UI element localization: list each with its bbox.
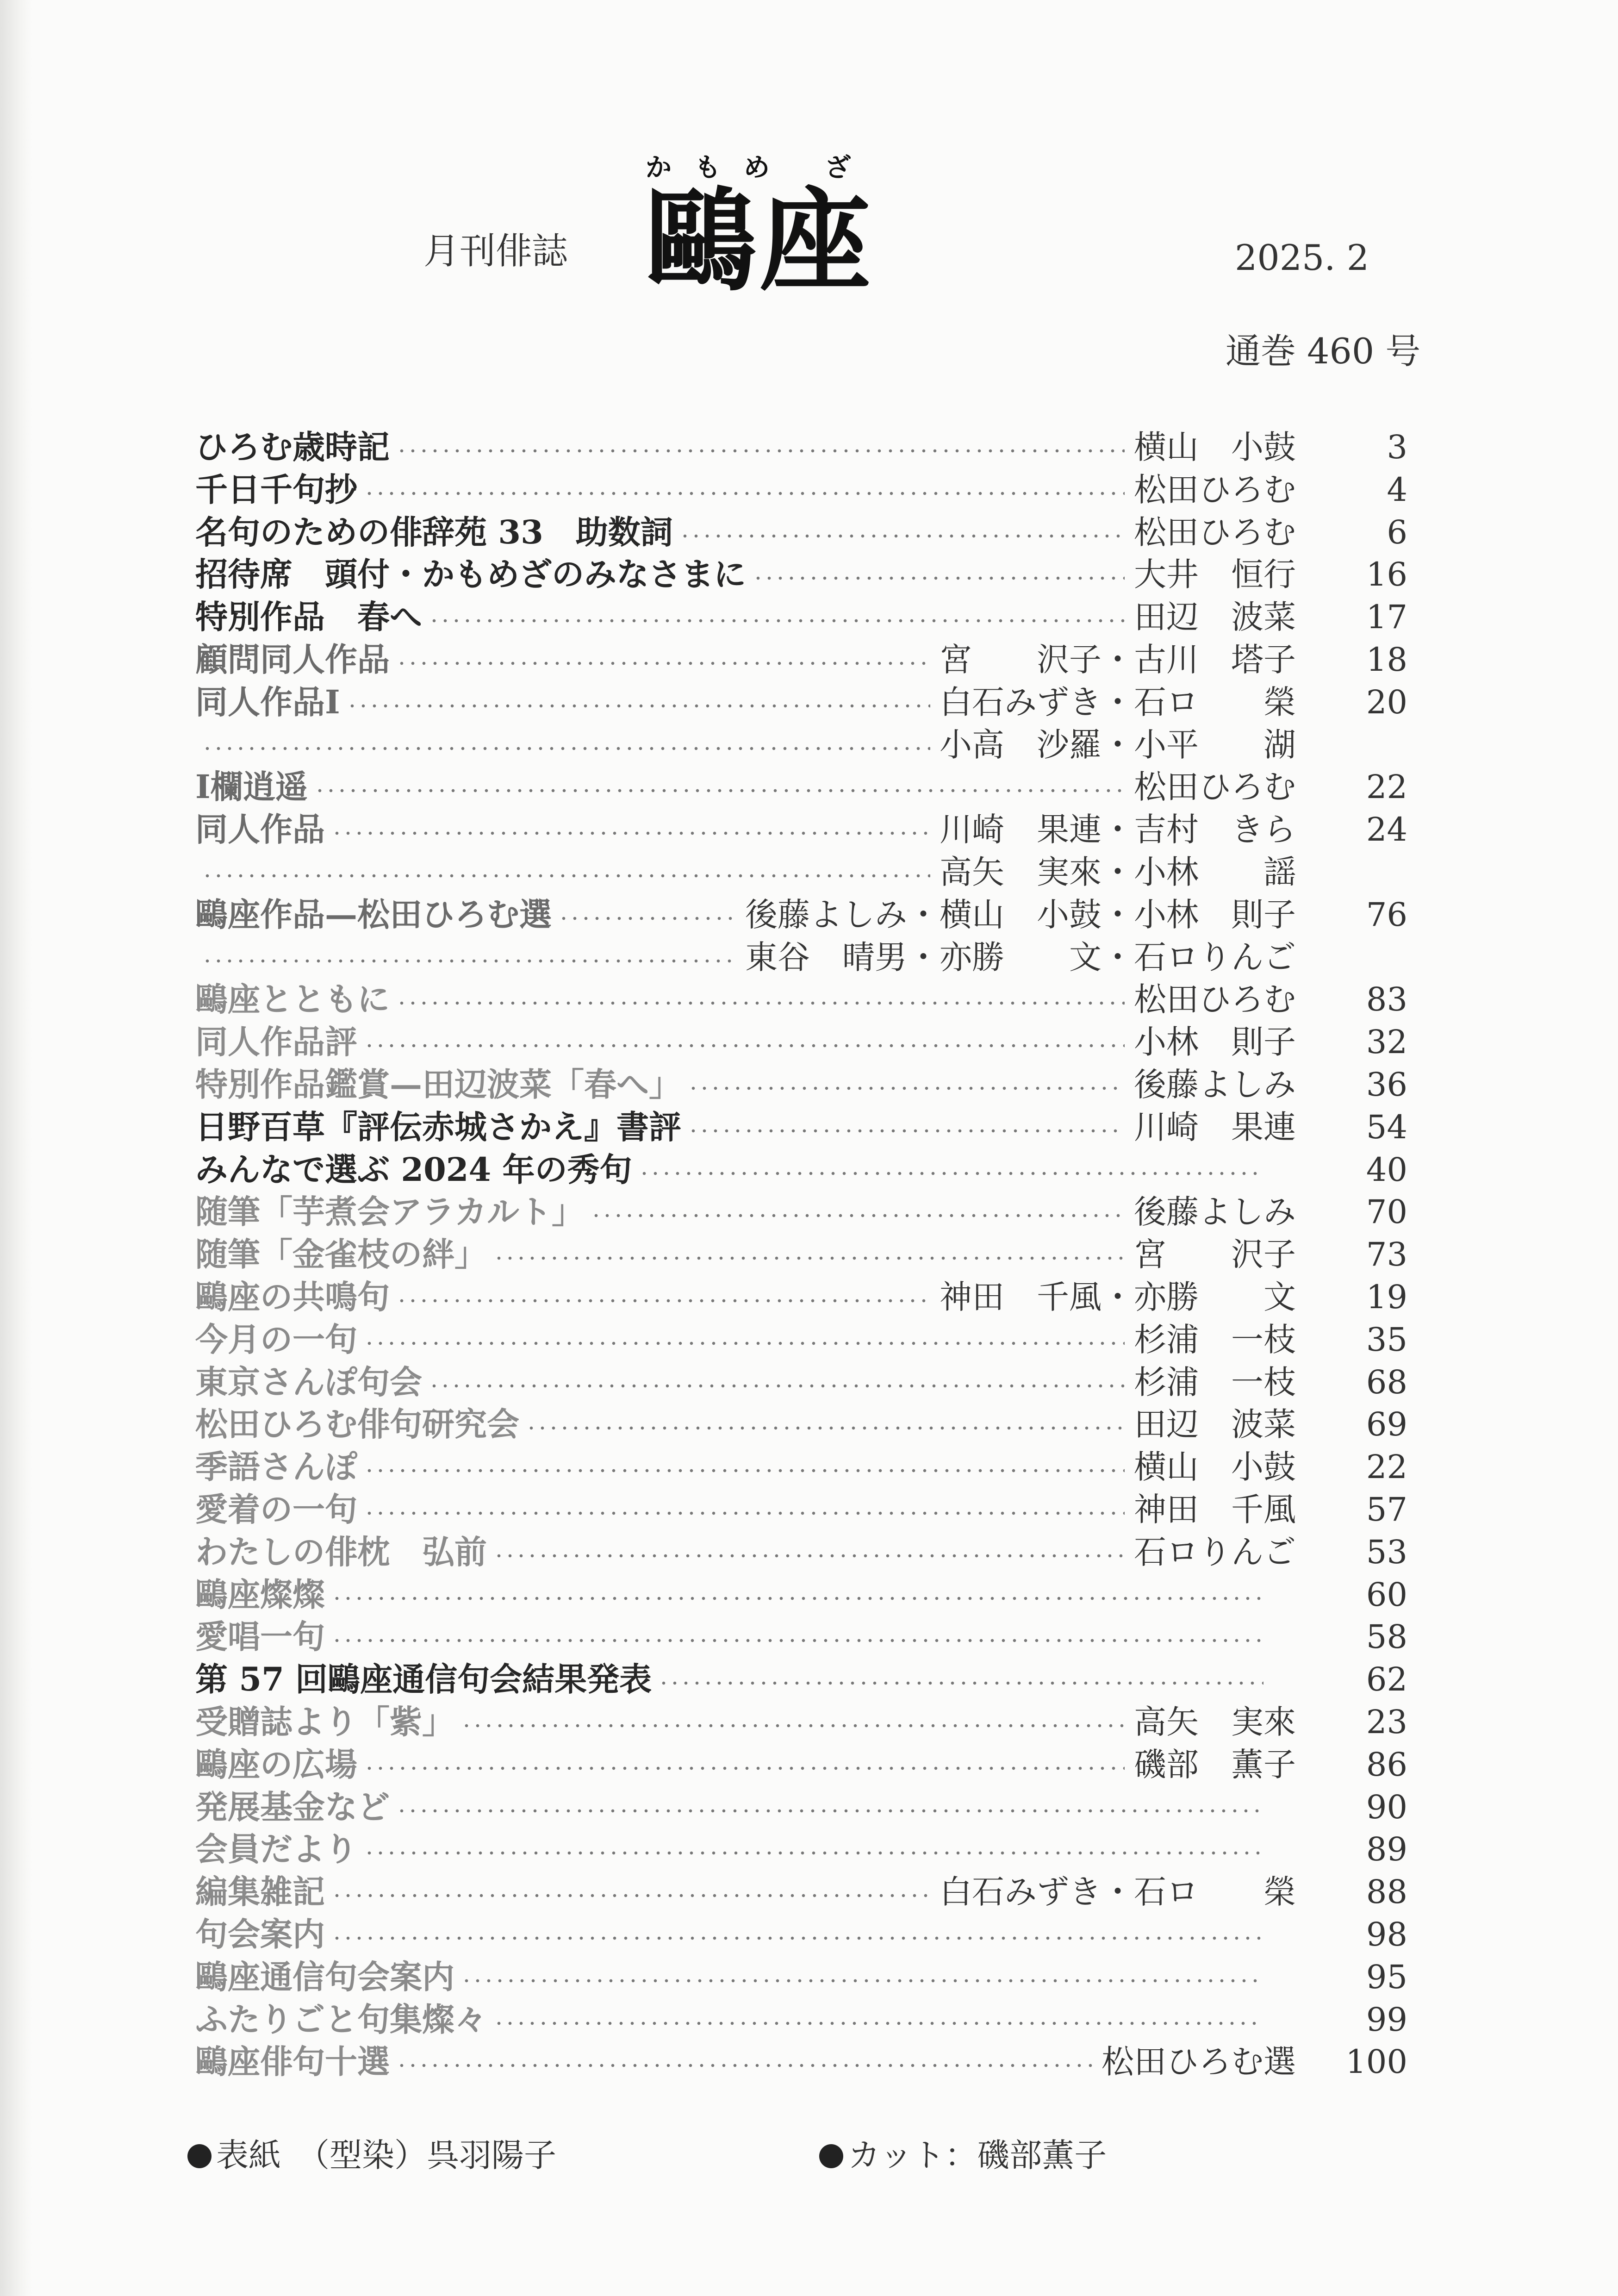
toc-page-number: 17 <box>1366 598 1407 636</box>
toc-page-number: 69 <box>1366 1405 1407 1444</box>
toc-row <box>0 936 1618 979</box>
toc-author: 宮 沢子 <box>1134 1235 1296 1274</box>
toc-author: 松田ひろむ <box>1134 980 1296 1019</box>
toc-page-number: 88 <box>1366 1873 1407 1911</box>
toc-title: 会員だより <box>195 1830 357 1869</box>
leader-dots <box>331 1639 1263 1642</box>
toc-title: 顧問同人作品 <box>195 640 390 679</box>
toc-page-number: 36 <box>1366 1066 1407 1104</box>
toc-page-number: 70 <box>1366 1193 1407 1231</box>
leader-dots <box>753 576 1125 580</box>
leader-dots <box>396 1299 930 1303</box>
leader-dots <box>396 449 1125 453</box>
leader-dots <box>591 1214 1125 1217</box>
toc-row <box>0 1361 1618 1404</box>
toc-row <box>0 1871 1618 1913</box>
toc-page-number: 40 <box>1366 1150 1407 1189</box>
toc-author: 石ロりんご <box>1134 1533 1296 1571</box>
leader-dots <box>396 2064 1092 2067</box>
toc-page-number: 23 <box>1366 1703 1407 1741</box>
toc-page-number: 73 <box>1366 1235 1407 1274</box>
toc-title: 千日千句抄 <box>195 470 357 509</box>
toc-title: ふたりごと句集燦々 <box>195 2000 487 2039</box>
toc-page-number: 58 <box>1366 1618 1407 1656</box>
toc-title: 鷗座燦燦 <box>195 1575 325 1614</box>
toc-author: 横山 小鼓 <box>1134 1448 1296 1486</box>
toc-title: 季語さんぽ <box>195 1447 357 1486</box>
toc-row <box>0 851 1618 893</box>
leader-dots <box>202 959 736 963</box>
toc-page-number: 60 <box>1366 1575 1407 1614</box>
leader-dots <box>396 661 930 665</box>
toc-title: 鷗座通信句会案内 <box>195 1957 454 1996</box>
toc-title: 受贈誌より「紫」 <box>195 1703 454 1741</box>
leader-dots <box>364 1766 1125 1770</box>
toc-row <box>0 978 1618 1021</box>
toc-row <box>0 638 1618 681</box>
toc-row <box>0 1318 1618 1361</box>
toc-row <box>0 1658 1618 1701</box>
toc-author: 川崎 果連・吉村 きら <box>940 811 1296 849</box>
leader-dots <box>331 1894 930 1897</box>
toc-title: 今月の一句 <box>195 1320 357 1359</box>
toc-page-number: 22 <box>1366 768 1407 806</box>
toc-row <box>0 1913 1618 1956</box>
toc-title: わたしの俳枕 弘前 <box>195 1532 487 1571</box>
toc-author: 後藤よしみ・横山 小鼓・小林 則子 <box>745 895 1296 934</box>
toc-title: 東京さんぽ句会 <box>195 1362 422 1401</box>
leader-dots <box>688 1129 1125 1133</box>
toc-row <box>0 2040 1618 2083</box>
toc-page-number: 19 <box>1366 1278 1407 1316</box>
toc-author: 神田 千風・亦勝 文 <box>940 1278 1296 1316</box>
toc-title: 随筆「金雀枝の絆」 <box>195 1235 487 1274</box>
cover-credit: 表紙 （型染）呉羽陽子 <box>216 2136 556 2174</box>
toc-page-number: 99 <box>1366 2000 1407 2039</box>
toc-page-number: 3 <box>1387 428 1407 466</box>
toc-row <box>0 1063 1618 1106</box>
toc-page-number: 20 <box>1366 683 1407 721</box>
leader-dots <box>688 1086 1125 1090</box>
toc-page-number: 18 <box>1366 641 1407 679</box>
toc-author: 小高 沙羅・小平 湖 <box>940 725 1296 764</box>
leader-dots <box>202 747 930 750</box>
toc-title: 愛着の一句 <box>195 1490 357 1529</box>
toc-page-number: 35 <box>1366 1320 1407 1359</box>
leader-dots <box>493 1554 1125 1558</box>
toc-title: 名句のための俳辞苑 33 助数詞 <box>195 512 673 551</box>
toc-author: 白石みずき・石ロ 榮 <box>940 1873 1296 1911</box>
toc-row <box>0 1446 1618 1488</box>
toc-author: 松田ひろむ選 <box>1101 2043 1296 2081</box>
leader-dots <box>331 831 930 835</box>
toc-author: 田辺 波菜 <box>1134 598 1296 636</box>
toc-row <box>0 893 1618 936</box>
toc-row <box>0 1743 1618 1786</box>
toc-row <box>0 1233 1618 1276</box>
toc-author: 高矢 実來 <box>1134 1703 1296 1741</box>
toc-title: 鷗座の広場 <box>195 1745 357 1784</box>
toc-author: 後藤よしみ <box>1134 1193 1296 1231</box>
toc-page-number: 100 <box>1345 2043 1407 2081</box>
toc-author: 神田 千風 <box>1134 1491 1296 1529</box>
toc-title: 鷗座とともに <box>195 980 390 1019</box>
bullet-icon <box>187 2144 212 2168</box>
leader-dots <box>429 1384 1125 1388</box>
leader-dots <box>658 1681 1263 1685</box>
toc-title: 発展基金など <box>195 1787 390 1826</box>
leader-dots <box>202 874 930 878</box>
toc-page-number: 32 <box>1366 1023 1407 1061</box>
toc-title: 句会案内 <box>195 1915 325 1953</box>
magazine-type: 月刊俳誌 <box>423 231 568 272</box>
toc-author: 宮 沢子・古川 塔子 <box>940 641 1296 679</box>
toc-page-number: 89 <box>1366 1830 1407 1869</box>
leader-dots <box>558 917 736 920</box>
leader-dots <box>364 1851 1263 1855</box>
toc-row <box>0 511 1618 554</box>
toc-row <box>0 1573 1618 1616</box>
toc-title: 鷗座作品—松田ひろむ選 <box>195 895 552 934</box>
toc-title: ひろむ歳時記 <box>195 428 390 466</box>
toc-row <box>0 766 1618 808</box>
toc-row <box>0 1148 1618 1191</box>
toc-page-number: 86 <box>1366 1745 1407 1784</box>
toc-author: 松田ひろむ <box>1134 513 1296 551</box>
leader-dots <box>461 1724 1125 1728</box>
footer-cut-credit <box>819 2129 1107 2176</box>
toc-author: 杉浦 一枝 <box>1134 1320 1296 1359</box>
leader-dots <box>364 492 1125 495</box>
toc-title: 鷗座の共鳴句 <box>195 1278 390 1316</box>
toc-row <box>0 1021 1618 1063</box>
toc-row <box>0 1616 1618 1658</box>
toc-page-number: 24 <box>1366 811 1407 849</box>
toc-row <box>0 724 1618 766</box>
toc-title: 特別作品 春へ <box>195 598 422 636</box>
toc-page-number: 76 <box>1366 895 1407 934</box>
toc-title: みんなで選ぶ 2024 年の秀句 <box>195 1150 632 1189</box>
toc-page-number: 54 <box>1366 1108 1407 1146</box>
leader-dots <box>364 1044 1125 1048</box>
toc-title: 鷗座俳句十選 <box>195 2042 390 2081</box>
leader-dots <box>639 1172 1263 1175</box>
toc-title: 第 57 回鷗座通信句会結果発表 <box>195 1660 652 1699</box>
toc-row <box>0 426 1618 468</box>
leader-dots <box>364 1341 1125 1345</box>
toc-page-number: 90 <box>1366 1788 1407 1826</box>
leader-dots <box>364 1511 1125 1515</box>
toc-title: 特別作品鑑賞—田辺波菜「春へ」 <box>195 1065 681 1104</box>
toc-author: 松田ひろむ <box>1134 768 1296 806</box>
toc-title: Ⅰ欄逍遥 <box>195 767 308 806</box>
toc-author: 川崎 果連 <box>1134 1108 1296 1146</box>
leader-dots <box>526 1426 1125 1430</box>
toc-page-number: 62 <box>1366 1660 1407 1699</box>
issue-number: 通巻 460 号 <box>1226 331 1421 372</box>
toc-title: 愛唱一句 <box>195 1617 325 1656</box>
toc-page-number: 16 <box>1366 555 1407 594</box>
leader-dots <box>331 1597 1263 1600</box>
toc-row <box>0 1956 1618 1998</box>
toc-row <box>0 808 1618 851</box>
toc-title: 同人作品Ⅰ <box>195 682 340 721</box>
leader-dots <box>461 1979 1263 1983</box>
leader-dots <box>396 1809 1263 1813</box>
toc-row <box>0 681 1618 724</box>
toc-title: 同人作品評 <box>195 1023 357 1061</box>
toc-title: 同人作品 <box>195 810 325 849</box>
toc-page-number: 95 <box>1366 1958 1407 1996</box>
toc-title: 招待席 頭付・かもめざのみなさまに <box>195 555 746 594</box>
leader-dots <box>347 704 930 708</box>
toc-row <box>0 1488 1618 1531</box>
leader-dots <box>679 534 1125 538</box>
leader-dots <box>493 2021 1263 2025</box>
leader-dots <box>429 619 1125 623</box>
toc-author: 田辺 波菜 <box>1134 1405 1296 1444</box>
toc-row <box>0 468 1618 511</box>
bullet-icon <box>819 2144 843 2168</box>
toc-author: 磯部 薫子 <box>1134 1745 1296 1784</box>
toc-page-number: 98 <box>1366 1915 1407 1953</box>
footer-cover-credit <box>187 2129 556 2176</box>
cut-credit: カット：磯部薫子 <box>848 2136 1107 2174</box>
toc-row <box>0 1828 1618 1871</box>
toc-title: 随筆「芋煮会アラカルト」 <box>195 1192 584 1231</box>
toc-row <box>0 1191 1618 1233</box>
issue-date: 2025. 2 <box>1235 237 1369 278</box>
toc-page-number: 83 <box>1366 980 1407 1019</box>
toc-row <box>0 1403 1618 1446</box>
toc-page-number: 68 <box>1366 1363 1407 1401</box>
leader-dots <box>396 1001 1125 1005</box>
toc-title: 編集雑記 <box>195 1872 325 1911</box>
toc-row <box>0 1276 1618 1318</box>
toc-title: 日野百草『評伝赤城さかえ』書評 <box>195 1107 681 1146</box>
toc-author: 後藤よしみ <box>1134 1066 1296 1104</box>
toc-author: 大井 恒行 <box>1134 555 1296 594</box>
toc-page-number: 6 <box>1387 513 1407 551</box>
toc-row <box>0 553 1618 596</box>
toc-author: 横山 小鼓 <box>1134 428 1296 466</box>
toc-page-number: 22 <box>1366 1448 1407 1486</box>
toc-row <box>0 1531 1618 1573</box>
toc-row <box>0 1786 1618 1828</box>
toc-author: 白石みずき・石ロ 榮 <box>940 683 1296 721</box>
toc-author: 東谷 晴男・亦勝 文・石ロりんご <box>745 938 1296 976</box>
toc-row <box>0 596 1618 638</box>
toc-author: 松田ひろむ <box>1134 470 1296 509</box>
toc-author: 小林 則子 <box>1134 1023 1296 1061</box>
toc-row <box>0 1106 1618 1148</box>
toc-row <box>0 1701 1618 1743</box>
toc-page-number: 57 <box>1366 1491 1407 1529</box>
toc-title: 松田ひろむ俳句研究会 <box>195 1405 519 1444</box>
leader-dots <box>364 1469 1125 1472</box>
toc-page-number: 4 <box>1387 470 1407 509</box>
toc-page-number: 53 <box>1366 1533 1407 1571</box>
toc-author: 高矢 実來・小林 謡 <box>940 853 1296 891</box>
leader-dots <box>314 789 1125 792</box>
toc-row <box>0 1998 1618 2041</box>
magazine-title: 鷗座 <box>646 175 874 306</box>
leader-dots <box>493 1256 1125 1260</box>
toc-author: 杉浦 一枝 <box>1134 1363 1296 1401</box>
title-ruby: かもめ ざ <box>646 152 874 183</box>
leader-dots <box>331 1936 1263 1940</box>
